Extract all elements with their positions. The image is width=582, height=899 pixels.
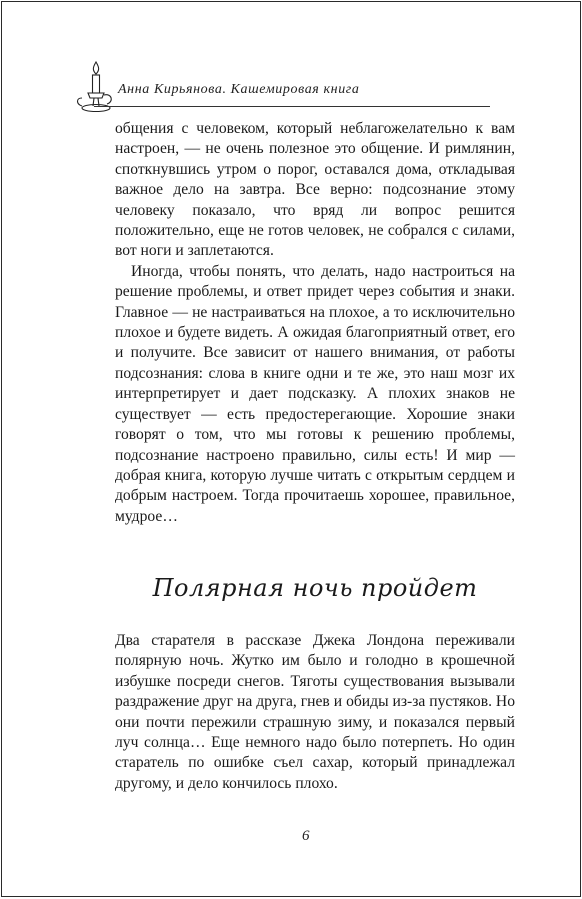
paragraph: Два старателя в рассказе Джека Лондона переживали полярную ночь. Жутко им было и голодно в крошечной избушке посреди снегов. Тяготы существования вызывали раздражение друг на друга, гнев и обиды из-за пустяков. Но они почти пережили страшную зиму, и показался первый луч солнца… Еще немного надо было потерпеть. Но один старатель по ошибке съел сахар, который принадлежал другому, и дело кончилось плохо. — [115, 632, 515, 792]
page-header — [72, 60, 512, 112]
paragraph: общения с человеком, который неблагожелательно к вам настроен, — не очень полезное это общение. И римлянин, споткнувшись утром о порог, оставался дома, откладывая важное дело на завтра. Все верно: подсознание этому человеку показало, что вряд ли вопрос решится положительно, еще не готов человек, не собрался с силами, вот ноги и заплетаются. — [115, 120, 515, 260]
header-rule — [94, 106, 490, 107]
candle-icon — [72, 60, 120, 116]
page-number: 6 — [302, 828, 310, 844]
text-block-bottom — [115, 631, 515, 794]
paragraph: Иногда, чтобы понять, что делать, надо настроиться на решение проблемы, и ответ придет через события и знаки. Главное — не настраиваться на плохое, а то исключительно плохое и будете видеть. А ожидая благоприятный ответ, его и получите. Все зависит от нашего внимания, от работы подсознания: слова в книге одни и те же, это наш мозг их интерпретирует и дает подсказку. А плохих знаков не существует — есть предостерегающие. Хорошие знаки говорят о том, что мы готовы к решению проблемы, подсознание настроено правильно, силы есть! И мир — добрая книга, которую лучше читать с открытым сердцем и добрым настроем. Тогда прочитаешь хорошее, правильное, мудрое… — [115, 262, 515, 525]
section-heading: Полярная ночь пройдет — [152, 574, 478, 602]
text-block-top — [115, 119, 515, 527]
running-title: Анна Кирьянова. Кашемировая книга — [118, 82, 360, 97]
book-page — [1, 1, 581, 897]
